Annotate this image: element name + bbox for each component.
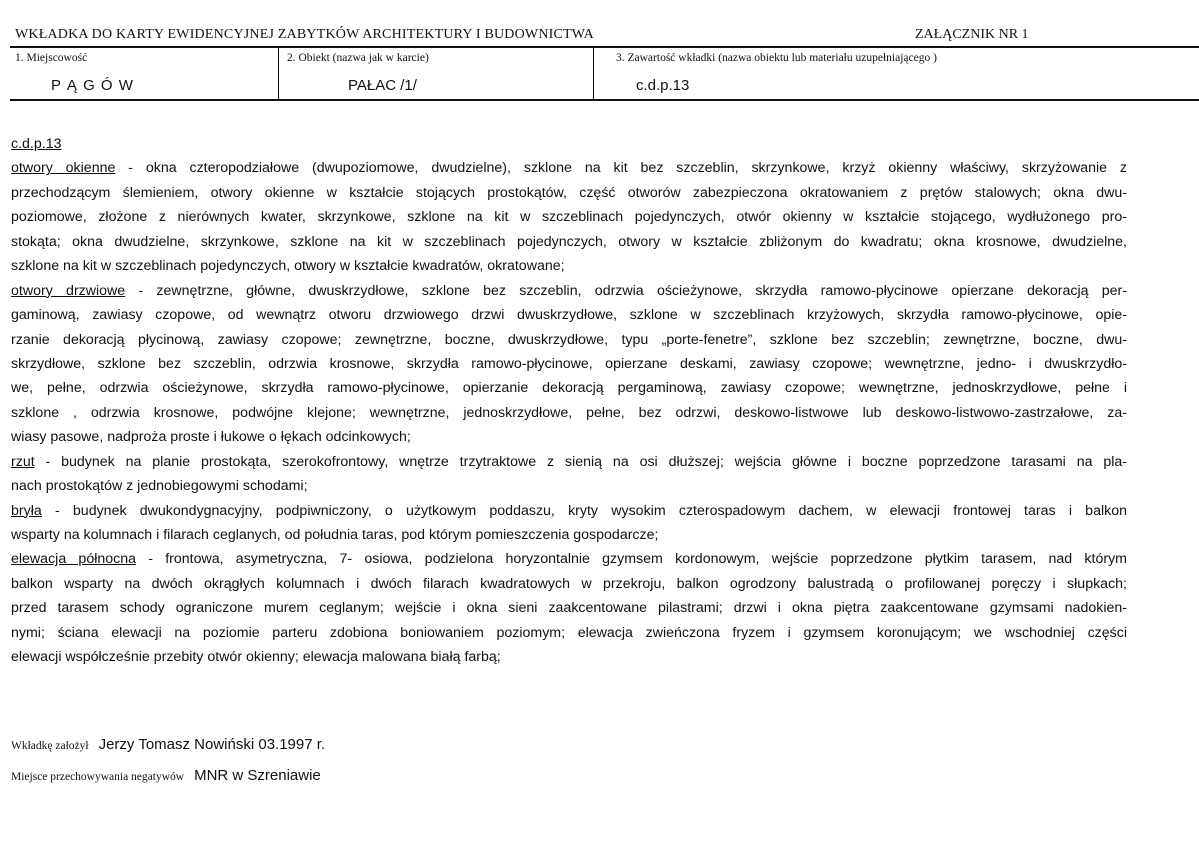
body-line [11,254,1127,278]
line-text: we, pełne, odrzwia ościeżynowe, skrzydła ramowo-płycinowe, opierzanie dekoracją pergaminową, zawiasy czopowe; wewnętrzne, jednoskrzydłowe, pełne i [11,380,1127,397]
body-line [11,156,1127,180]
section-term: rzut [11,453,35,470]
line-text: wsparty na kolumnach i filarach ceglanych, od południa taras, pod którym pomieszczenia gospodarcze; [11,527,659,543]
content-value: c.d.p.13 [636,77,690,94]
divider-1 [278,46,279,101]
top-rule [10,46,1199,48]
line-text: balkon wsparty na dwóch okrągłych kolumnach i dwóch filarach kwadratowych w przekroju, balkon ogrodzony balustradą o profilowanej poręczy i słupkach; [11,575,1127,592]
body-line [11,499,1127,523]
body-line [11,450,1127,474]
body-line [11,645,1127,669]
line-text: - frontowa, asymetryczna, 7- osiowa, podzielona horyzontalnie gzymsem kordonowym, wejście poprzedzone płytkim tarasem, nad którym [136,551,1127,568]
body-line [11,352,1127,376]
object-value: PAŁAC /1/ [348,77,417,94]
line-text: - zewnętrzne, główne, dwuskrzydłowe, szklone bez szczeblin, odrzwia ościeżynowe, skrzydła ramowo-płycinowe opierzane dekoracją per- [125,282,1127,299]
line-text: nach prostokątów z jednobiegowymi schodami; [11,478,308,495]
body-lines [11,156,1127,669]
body-line [11,621,1127,645]
author-value: Jerzy Tomasz Nowiński 03.1997 r. [98,736,326,753]
line-text: szklone , odrzwia krosnowe, podwójne klejone; wewnętrzne, jednoskrzydłowe, pełne, bez odrzwi, deskowo-listwowe lub deskowo-listwowo-zastrzałowe, za- [11,404,1127,421]
body-line [11,328,1127,352]
section-term: otwory drzwiowe [11,282,126,299]
divider-2 [593,46,594,101]
content-label: 3. Zawartość wkładki (nazwa obiektu lub materiału uzupełniającego ) [616,52,937,64]
body-line [11,474,1127,498]
line-text: poziomowe, złożone z nierównych kwater, skrzynkowe, szklone na kit w szczeblinach pojedynczych, otwór okienny w kształcie stojącego, wydłużonego pro- [11,209,1127,226]
author-label: Wkładkę założył [11,740,89,752]
line-text: przed tarasem schody ograniczone murem ceglanym; wejście i okna sieni zaakcentowane pilastrami; drzwi i okna piętra zaakcentowane gzymsami nadokien- [11,600,1127,617]
line-text: - budynek na planie prostokąta, szerokofrontowy, wnętrze trzytraktowe z sienią na osi dłuższej; wejścia główne i boczne poprzedzone tarasami na pla- [34,453,1127,470]
line-text: - budynek dwukondygnacyjny, podpiwniczony, o użytkowym poddaszu, kryty wysokim czterospadowym dachem, w elewacji frontowej taras i balkon [41,502,1127,519]
body-line [11,425,1127,449]
locality-value: P Ą G Ó W [51,77,134,94]
body-line [11,376,1127,400]
body-line [11,181,1127,205]
body-line [11,596,1127,620]
body-line [11,205,1127,229]
section-term: bryła [11,502,42,519]
storage-line [11,767,321,785]
body-line [11,572,1127,596]
header-title: WKŁADKA DO KARTY EWIDENCYJNEJ ZABYTKÓW ARCHITEKTURY I BUDOWNICTWA [15,27,594,42]
section-term: elewacja północna [11,551,137,568]
line-text: szklone na kit w szczeblinach pojedynczych, otwory w kształcie kwadratów, okratowane; [11,258,565,275]
bottom-rule [10,99,1199,101]
locality-label: 1. Miejscowość [15,52,88,64]
body-line [11,547,1127,571]
object-label: 2. Obiekt (nazwa jak w karcie) [287,52,429,64]
body-line [11,279,1127,303]
line-text: wiasy pasowe, nadproża proste i łukowe o łękach odcinkowych; [11,429,411,446]
document-body [11,132,1127,670]
line-text: - okna czteropodziałowe (dwupoziomowe, dwudzielne), szklone na kit bez szczeblin, skrzynkowe, krzyż okienny właściwy, skrzyżowanie z [115,160,1127,177]
body-line [11,303,1127,327]
line-text: stokąta; okna dwudzielne, skrzynkowe, szklone na kit w szczeblinach pojedynczych, otwory w kształcie zbliżonym do kwadratu; okna krosnowe, dwudzielne, [11,233,1127,250]
storage-label: Miejsce przechowywania negatywów [11,771,185,783]
line-text: przechodzącym ślemieniem, otwory okienne w kształcie stojących prostokątów, część otworów zabezpieczona okratowaniem z prętów stalowych; okna dwu- [11,184,1127,201]
line-text: skrzydłowe, szklone bez szczeblin, odrzwia krosnowe, skrzydła ramowo-płycinowe, opierzane deskami, zawiasy czopowe; wewnętrzne, jedno- i dwuskrzydło- [11,355,1127,372]
section-term: otwory okienne [11,160,116,177]
line-text: elewacji współcześnie przebity otwór okienny; elewacja malowana białą farbą; [11,649,501,666]
body-line [11,401,1127,425]
line-text: nymi; ściana elewacji na poziomie parteru zdobiona boniowaniem poziomym; elewacja zwieńczona fryzem i gzymsem koronującym; we wschodniej części [11,624,1127,641]
annex-number: ZAŁĄCZNIK NR 1 [915,27,1029,42]
line-text: rzanie dekoracją płycinową, zawiasy czopowe; zewnętrzne, boczne, dwuskrzydłowe, typu „porte-fenetre”, szklone bez szczeblin; zewnętrzne, boczne, dwu- [11,331,1127,348]
storage-value: MNR w Szreniawie [194,767,321,784]
body-line [11,230,1127,254]
line-text: gaminową, zawiasy czopowe, od wewnątrz otworu drzwiowego drzwi dwuskrzydłowe, szklone w szczeblinach krzyżowych, skrzydła ramowo-płycinowe, opie- [11,307,1127,324]
section-heading: c.d.p.13 [11,136,62,152]
author-line [11,736,325,754]
body-line [11,523,1127,547]
